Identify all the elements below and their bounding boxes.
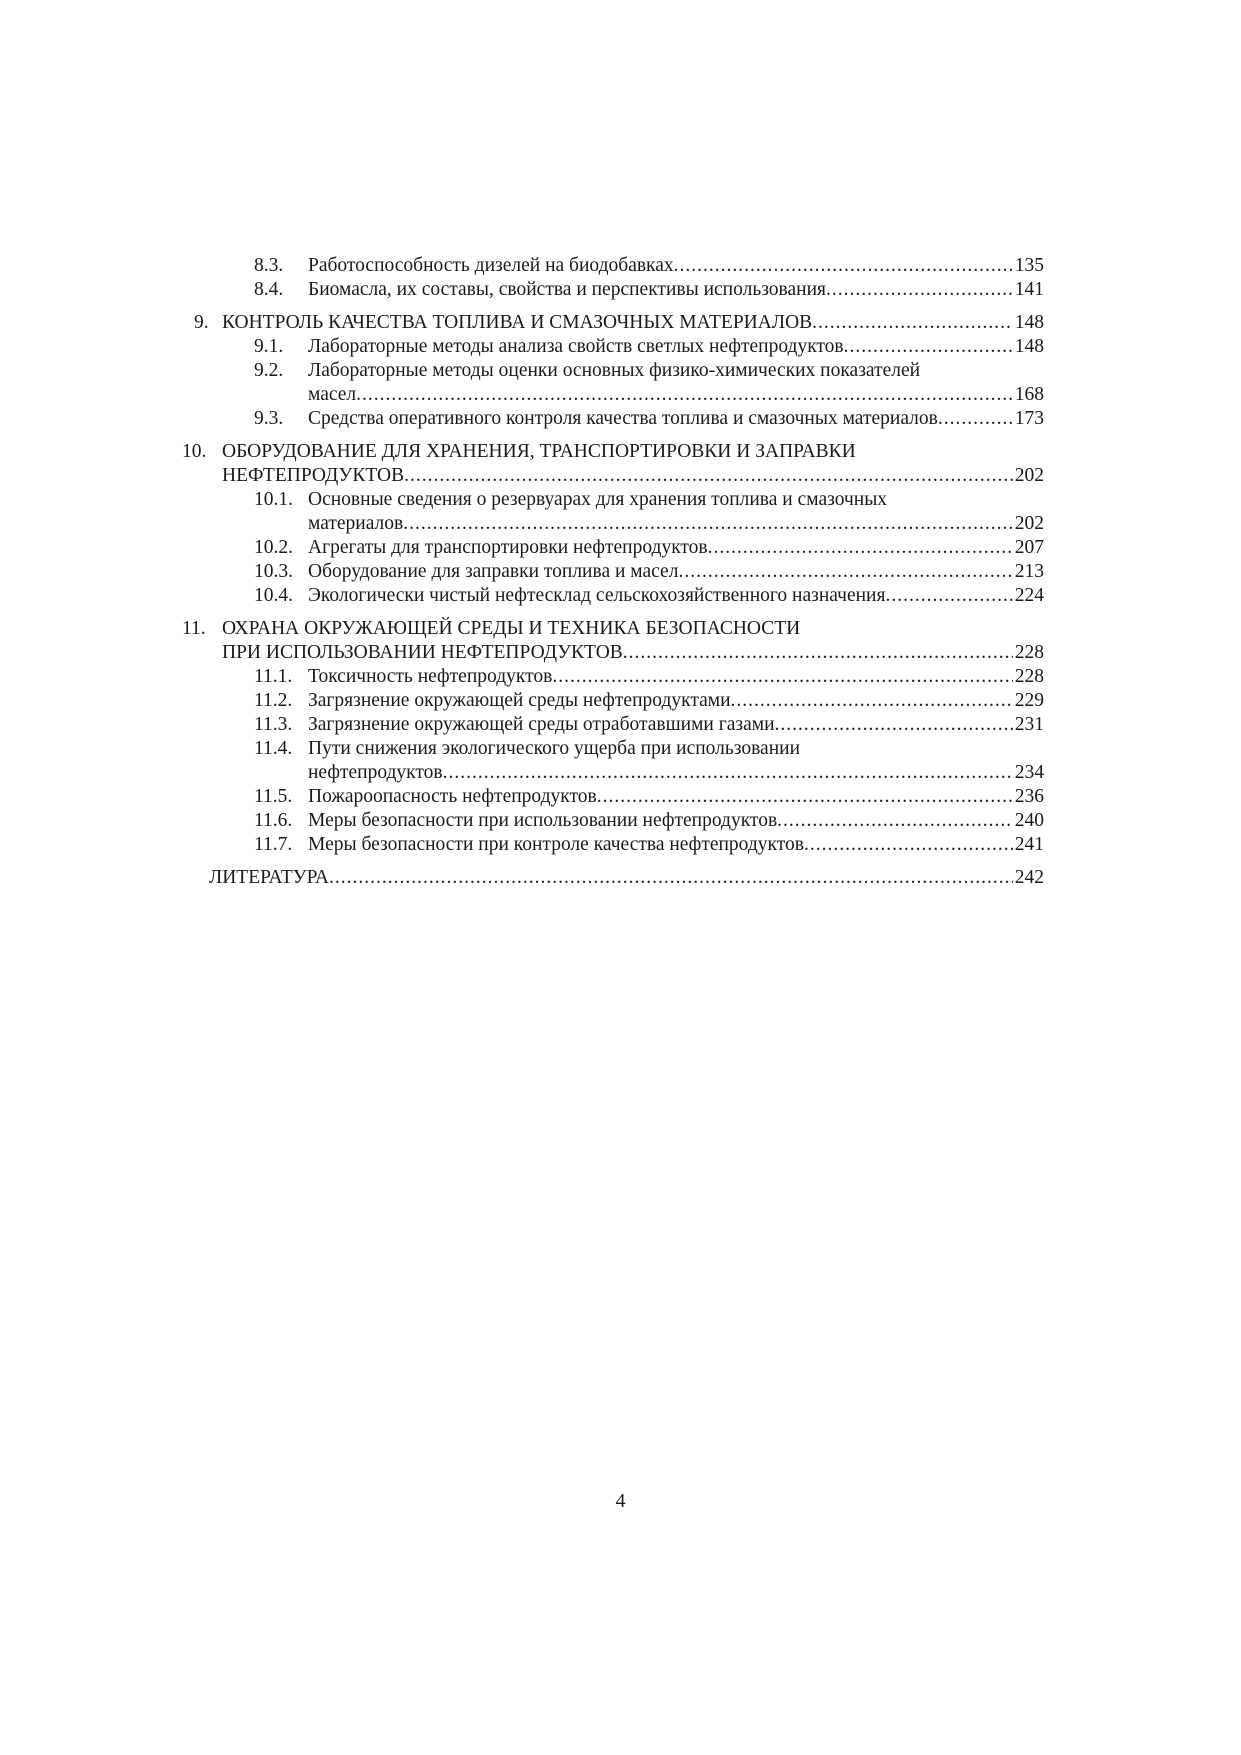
toc-entry bbox=[178, 335, 1044, 359]
leader-dots bbox=[623, 641, 1013, 665]
toc-entry-number: 11.5. bbox=[254, 786, 293, 807]
toc-entry bbox=[178, 560, 1044, 584]
toc-entry-title: Лабораторные методы анализа свойств светлых нефтепродуктов bbox=[308, 336, 844, 357]
toc-entry-title: масел bbox=[308, 384, 357, 405]
toc-entry-page: 231 bbox=[1014, 714, 1044, 735]
leader-dots bbox=[938, 407, 1013, 431]
toc-entry-page: 168 bbox=[1014, 384, 1044, 405]
leader-dots bbox=[885, 584, 1012, 608]
leader-dots bbox=[731, 689, 1013, 713]
toc-entry-page: 229 bbox=[1014, 690, 1044, 711]
leader-dots bbox=[356, 383, 1013, 407]
toc-entry bbox=[178, 584, 1044, 608]
toc-entry-number: 9.3. bbox=[254, 408, 284, 429]
toc-entry bbox=[178, 737, 1044, 761]
toc-entry bbox=[178, 809, 1044, 833]
leader-dots bbox=[403, 512, 1013, 536]
toc-entry-page: 213 bbox=[1014, 561, 1044, 582]
toc-entry bbox=[178, 536, 1044, 560]
toc-entry-number: 10.3. bbox=[254, 561, 293, 582]
toc-entry-page: 148 bbox=[1014, 336, 1044, 357]
toc-bibliography-page: 242 bbox=[1014, 867, 1044, 888]
toc-entry bbox=[178, 359, 1044, 383]
toc-section-title: НЕФТЕПРОДУКТОВ bbox=[222, 465, 405, 486]
toc-entry-title: Загрязнение окружающей среды отработавшими газами bbox=[308, 714, 775, 735]
toc-entry-title-line1: Лабораторные методы оценки основных физико-химических показателей bbox=[308, 360, 921, 381]
toc-entry-continuation bbox=[178, 512, 1044, 536]
toc-entry bbox=[178, 785, 1044, 809]
toc-entry bbox=[178, 713, 1044, 737]
toc-section-title: ПРИ ИСПОЛЬЗОВАНИИ НЕФТЕПРОДУКТОВ bbox=[222, 642, 623, 663]
toc-entry-title: Работоспособность дизелей на биодобавках bbox=[308, 255, 674, 276]
toc-entry-number: 10.4. bbox=[254, 585, 293, 606]
toc-bibliography-title: ЛИТЕРАТУРА bbox=[209, 867, 329, 888]
toc-entry-page: 141 bbox=[1014, 279, 1044, 300]
toc-entry-number: 11.2. bbox=[254, 690, 293, 711]
toc-entry-title: материалов bbox=[308, 513, 404, 534]
toc-entry-number: 11.6. bbox=[254, 810, 293, 831]
toc-section-page: 228 bbox=[1014, 642, 1044, 663]
toc-entry-page: 241 bbox=[1014, 834, 1044, 855]
toc-entry-continuation bbox=[178, 383, 1044, 407]
toc-bibliography bbox=[178, 866, 1044, 890]
leader-dots bbox=[777, 809, 1013, 833]
toc-entry-title: нефтепродуктов bbox=[308, 762, 443, 783]
toc-entry-title: Меры безопасности при контроле качества нефтепродуктов bbox=[308, 834, 804, 855]
toc-entry-title: Биомасла, их составы, свойства и перспективы использования bbox=[308, 279, 826, 300]
toc-entry-page: 202 bbox=[1014, 513, 1044, 534]
leader-dots bbox=[804, 833, 1013, 857]
toc-entry-number: 11.1. bbox=[254, 666, 293, 687]
toc-section-continuation bbox=[178, 464, 1044, 488]
toc-entry-page: 173 bbox=[1014, 408, 1044, 429]
toc-entry-title-line1: Основные сведения о резервуарах для хранения топлива и смазочных bbox=[308, 489, 888, 510]
leader-dots bbox=[404, 464, 1013, 488]
toc-entry bbox=[178, 407, 1044, 431]
toc-entry bbox=[178, 488, 1044, 512]
toc-entry-title-line1: Пути снижения экологического ущерба при использовании bbox=[308, 738, 801, 759]
toc-entry-continuation bbox=[178, 761, 1044, 785]
leader-dots bbox=[844, 335, 1013, 359]
toc-section-continuation bbox=[178, 641, 1044, 665]
leader-dots bbox=[597, 785, 1013, 809]
toc-entry-page: 228 bbox=[1014, 666, 1044, 687]
toc-entry-title: Меры безопасности при использовании нефтепродуктов bbox=[308, 810, 778, 831]
toc-entry-page: 234 bbox=[1014, 762, 1044, 783]
toc-entry-title: Средства оперативного контроля качества топлива и смазочных материалов bbox=[308, 408, 938, 429]
toc-entry bbox=[178, 665, 1044, 689]
toc-entry bbox=[178, 689, 1044, 713]
leader-dots bbox=[329, 866, 1013, 890]
leader-dots bbox=[708, 536, 1013, 560]
toc-section-page: 148 bbox=[1014, 312, 1044, 333]
toc-entry-number: 9.1. bbox=[254, 336, 284, 357]
toc-section-number: 11. bbox=[182, 618, 206, 639]
toc-entry-number: 8.4. bbox=[254, 279, 284, 300]
toc-section-page: 202 bbox=[1014, 465, 1044, 486]
toc-section-number: 10. bbox=[182, 441, 207, 462]
toc-entry-title: Загрязнение окружающей среды нефтепродуктами bbox=[308, 690, 731, 711]
toc-entry bbox=[178, 278, 1044, 302]
toc-section bbox=[178, 617, 1044, 641]
toc-section-title-line1: ОХРАНА ОКРУЖАЮЩЕЙ СРЕДЫ И ТЕХНИКА БЕЗОПАСНОСТИ bbox=[222, 618, 801, 639]
toc-entry-number: 9.2. bbox=[254, 360, 284, 381]
toc-entry-title: Агрегаты для транспортировки нефтепродуктов bbox=[308, 537, 708, 558]
leader-dots bbox=[674, 254, 1013, 278]
toc-section-title-line1: ОБОРУДОВАНИЕ ДЛЯ ХРАНЕНИЯ, ТРАНСПОРТИРОВКИ И ЗАПРАВКИ bbox=[222, 441, 856, 462]
toc-entry-number: 11.4. bbox=[254, 738, 293, 759]
toc-entry bbox=[178, 254, 1044, 278]
page-number: 4 bbox=[615, 1490, 626, 1512]
toc-entry-page: 135 bbox=[1014, 255, 1044, 276]
leader-dots bbox=[443, 761, 1013, 785]
toc-section bbox=[178, 440, 1044, 464]
toc-section-number: 9. bbox=[194, 312, 209, 333]
toc-entry-page: 236 bbox=[1014, 786, 1044, 807]
toc-entry-page: 224 bbox=[1014, 585, 1044, 606]
toc-entry bbox=[178, 833, 1044, 857]
leader-dots bbox=[775, 713, 1013, 737]
leader-dots bbox=[552, 665, 1012, 689]
toc-entry-title: Токсичность нефтепродуктов bbox=[308, 666, 553, 687]
toc-entry-title: Оборудование для заправки топлива и масел bbox=[308, 561, 679, 582]
toc-entry-page: 240 bbox=[1014, 810, 1044, 831]
toc-entry-number: 8.3. bbox=[254, 255, 284, 276]
leader-dots bbox=[678, 560, 1012, 584]
toc-entry-number: 11.7. bbox=[254, 834, 293, 855]
toc-entry-page: 207 bbox=[1014, 537, 1044, 558]
table-of-contents bbox=[178, 254, 1044, 890]
toc-section-title: КОНТРОЛЬ КАЧЕСТВА ТОПЛИВА И СМАЗОЧНЫХ МАТЕРИАЛОВ bbox=[222, 312, 813, 333]
toc-section bbox=[178, 311, 1044, 335]
toc-entry-number: 10.1. bbox=[254, 489, 293, 510]
toc-entry-number: 11.3. bbox=[254, 714, 293, 735]
leader-dots bbox=[826, 278, 1013, 302]
toc-entry-title: Пожароопасность нефтепродуктов bbox=[308, 786, 597, 807]
toc-entry-title: Экологически чистый нефтесклад сельскохозяйственного назначения bbox=[308, 585, 886, 606]
toc-entry-number: 10.2. bbox=[254, 537, 293, 558]
leader-dots bbox=[812, 311, 1013, 335]
